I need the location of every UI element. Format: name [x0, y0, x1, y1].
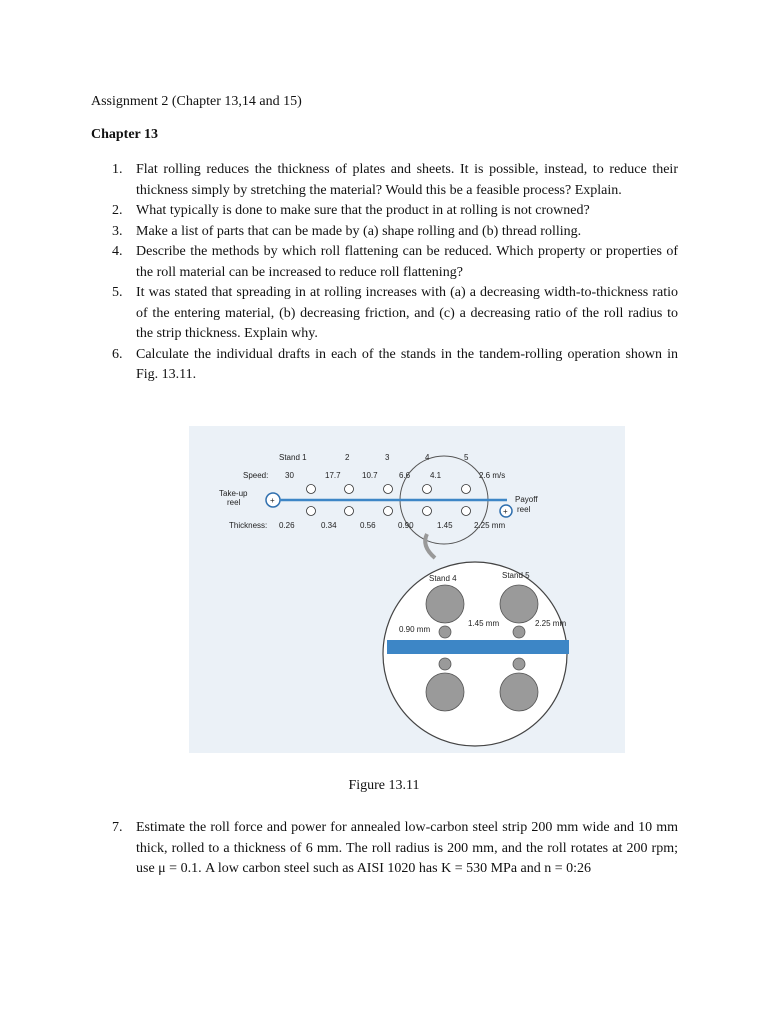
callout-arrow [425, 534, 435, 558]
stand5-lower-roll [500, 673, 538, 711]
stand-label: 3 [385, 453, 390, 462]
question-2 [112, 201, 678, 222]
question-text: Calculate the individual drafts in each of the stands in the tandem-rolling operation shown in Fig. 13.11. [136, 346, 678, 382]
stand4-work-roll-top [439, 626, 451, 638]
speed-value: 17.7 [325, 471, 341, 480]
thickness-label: Thickness: [229, 521, 268, 530]
plus-mark: + [503, 507, 508, 516]
question-7 [112, 818, 678, 880]
question-3 [112, 222, 678, 243]
thickness-value: 0.56 [360, 521, 376, 530]
question-text: Flat rolling reduces the thickness of plates and sheets. It is possible, instead, to reduce their thickness simply by stretching the material? Would this be a feasible process? Explain. [136, 162, 678, 198]
thickness-value: 0.34 [321, 521, 337, 530]
stand-label: Stand 1 [279, 453, 307, 462]
question-list-continued [112, 818, 678, 880]
speed-value: 10.7 [362, 471, 378, 480]
question-number: 6. [112, 346, 123, 362]
detail-stand4-label: Stand 4 [429, 574, 457, 583]
question-number: 2. [112, 203, 123, 218]
question-1 [112, 160, 678, 201]
question-text: Describe the methods by which roll flattening can be reduced. Which property or properties of the roll material can be increased to reduce roll flattening? [136, 244, 678, 280]
stand4-work-roll-bottom [439, 658, 451, 670]
thickness-value: 0.26 [279, 521, 295, 530]
detail-thickness-2: 1.45 mm [468, 619, 500, 628]
thickness-value: 0.90 [398, 521, 414, 530]
stand-label: 2 [345, 453, 350, 462]
question-text: Estimate the roll force and power for annealed low-carbon steel strip 200 mm wide and 10 mm thick, rolled to a thickness of 6 mm. The roll radius is 200 mm, and the roll rotates at 200 rpm; use μ = 0.1. A low carbon steel such as AISI 1020 has K = 530 MPa and n = 0:26 [136, 820, 678, 876]
stand5-work-roll-bottom [513, 658, 525, 670]
question-number: 3. [112, 223, 123, 239]
stand4-upper-roll [426, 585, 464, 623]
detail-strip [387, 640, 569, 654]
stand-label: 4 [425, 453, 430, 462]
plus-mark: + [270, 496, 275, 505]
detail-stand5-label: Stand 5 [502, 571, 530, 580]
speed-value: 4.1 [430, 471, 442, 480]
question-text: It was stated that spreading in at rolling increases with (a) a decreasing width-to-thickness ratio of the entering material, (b) decreasing friction, and (c) a decreasing ratio of the roll radius to the strip thickness. Explain why. [136, 285, 678, 341]
detail-thickness-3: 2.25 mm [535, 619, 567, 628]
stand5-upper-roll [500, 585, 538, 623]
question-text: What typically is done to make sure that the product in at rolling is not crowned? [136, 203, 590, 218]
speed-value: 6.6 [399, 471, 411, 480]
thickness-value: 1.45 [437, 521, 453, 530]
thickness-value: 2.25 mm [474, 521, 506, 530]
payoff-reel-label: reel [517, 505, 531, 514]
speed-value: 2.6 m/s [479, 471, 506, 480]
stand5-work-roll-top [513, 626, 525, 638]
payoff-reel-label: Payoff [515, 495, 538, 504]
speed-label: Speed: [243, 471, 269, 480]
question-number: 1. [112, 162, 123, 177]
question-number: 4. [112, 244, 123, 259]
question-5 [112, 283, 678, 345]
figure-tandem-rolling [189, 426, 625, 753]
question-4 [112, 242, 678, 283]
question-6 [112, 345, 678, 386]
detail-thickness-1: 0.90 mm [399, 625, 431, 634]
question-list [112, 160, 678, 386]
takeup-reel-label: Take-up [219, 489, 248, 498]
takeup-reel-label: reel [227, 498, 241, 507]
speed-value: 30 [285, 471, 294, 480]
tandem-rolling-diagram [189, 426, 625, 753]
stand4-lower-roll [426, 673, 464, 711]
question-number: 5. [112, 285, 123, 300]
chapter-heading: Chapter 13 [91, 127, 159, 142]
question-number: 7. [112, 820, 123, 835]
stand-label: 5 [464, 453, 469, 462]
figure-caption: Figure 13.11 [348, 778, 420, 793]
assignment-title: Assignment 2 (Chapter 13,14 and 15) [91, 94, 302, 109]
question-text: Make a list of parts that can be made by (a) shape rolling and (b) thread rolling. [136, 223, 582, 239]
